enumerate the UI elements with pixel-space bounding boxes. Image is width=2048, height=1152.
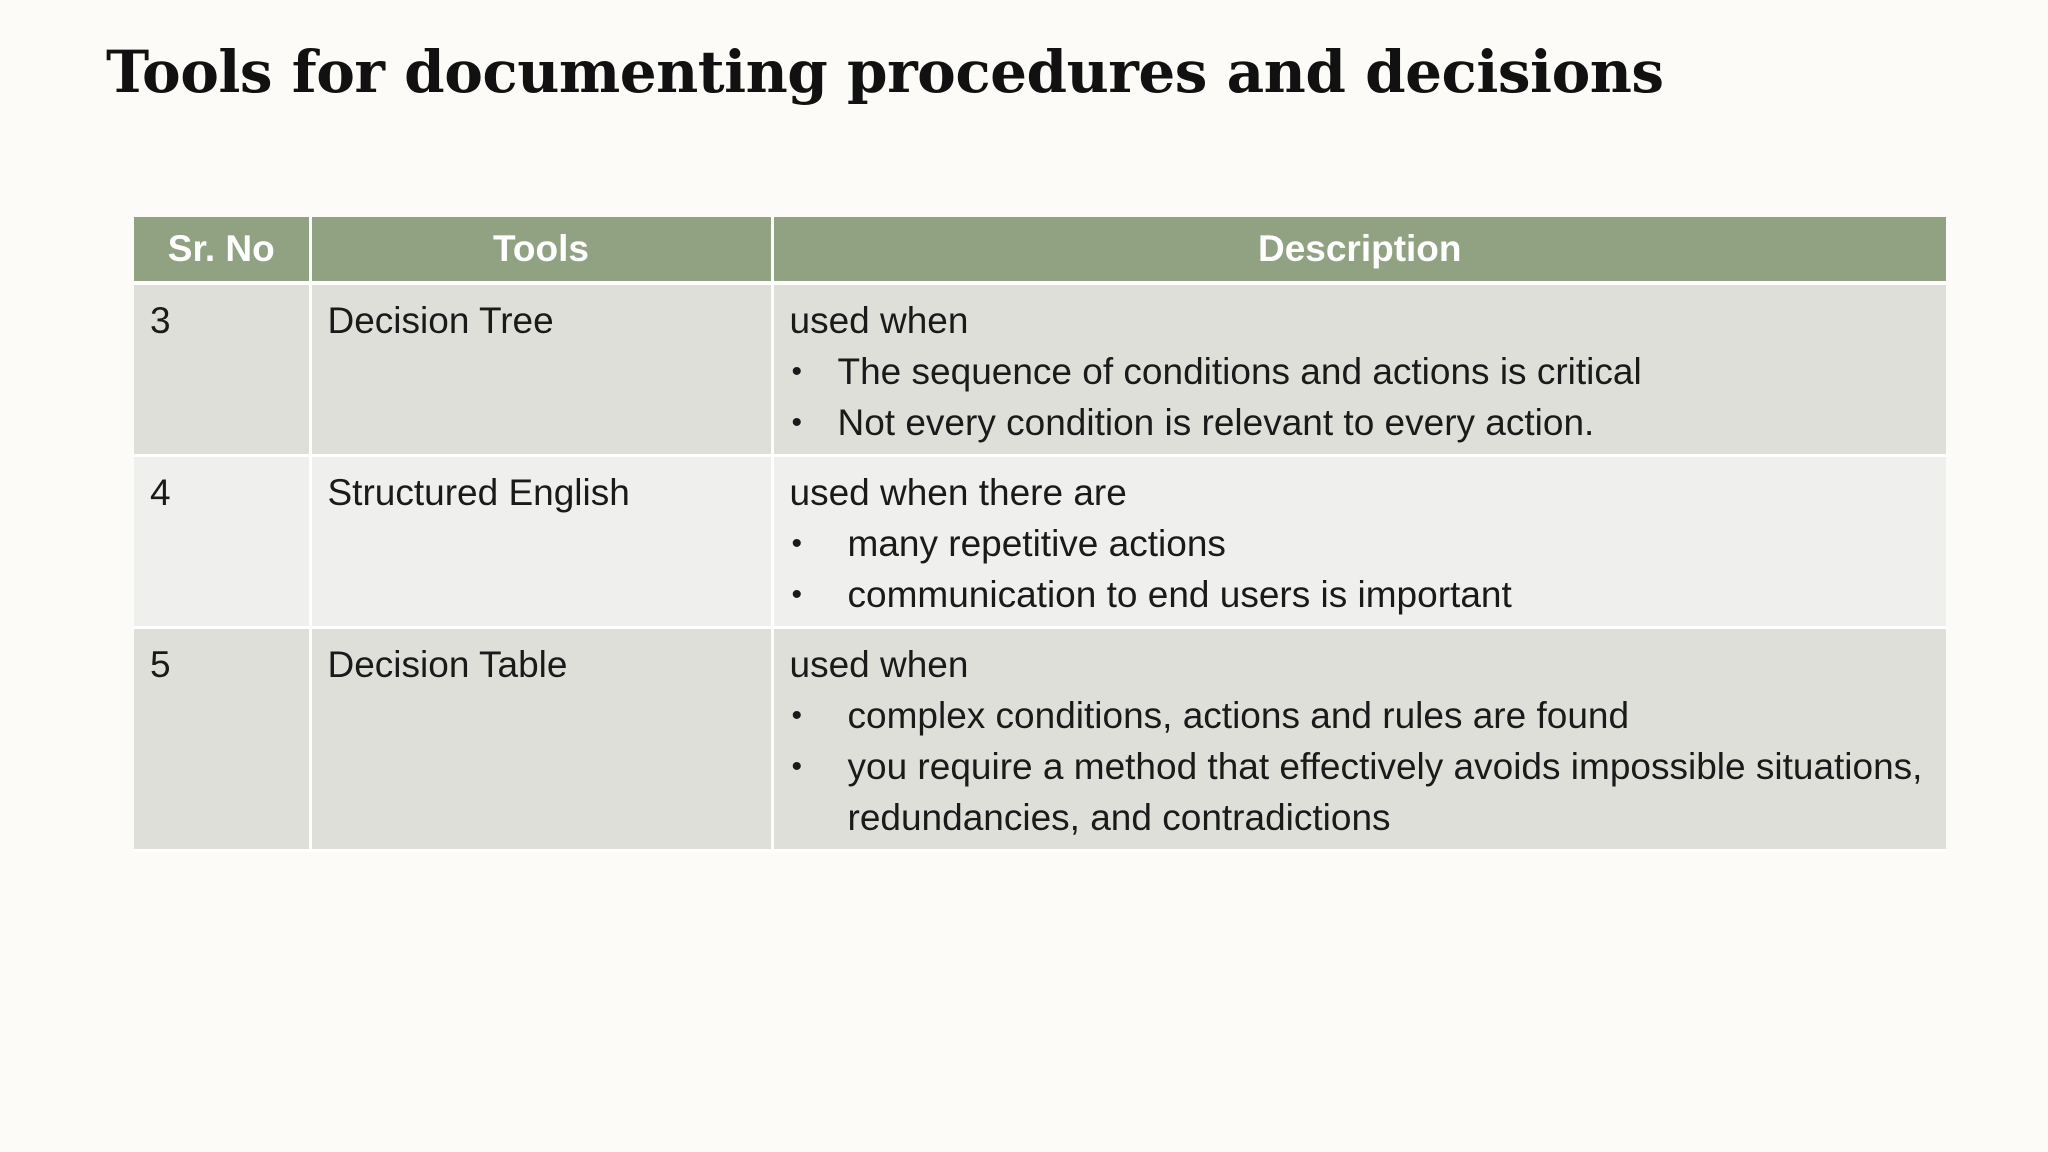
bullet-item: • you require a method that effectively avoids impossible situations, redundancies, and contradictions (790, 741, 1931, 843)
tool-cell: Structured English (310, 456, 772, 628)
description-intro: used when (789, 644, 969, 685)
sr-no-cell: 3 (134, 283, 310, 456)
description-cell (772, 456, 1946, 628)
bullet-item: • Not every condition is relevant to every action. (790, 397, 1931, 448)
bullet-dot-icon: • (791, 578, 803, 611)
description-intro: used when there are (789, 472, 1127, 513)
description-bullets (790, 690, 1931, 843)
sr-no-cell: 5 (134, 628, 310, 851)
description-intro: used when (789, 300, 969, 341)
description-cell (772, 628, 1946, 851)
table-row (134, 283, 1946, 456)
bullet-item: • many repetitive actions (790, 518, 1931, 569)
tools-table (134, 217, 1946, 852)
header-description: Description (772, 217, 1946, 283)
sr-no-cell: 4 (134, 456, 310, 628)
header-sr-no: Sr. No (134, 217, 310, 283)
description-bullets (790, 346, 1931, 448)
bullet-item: • complex conditions, actions and rules are found (790, 690, 1931, 741)
tool-cell: Decision Tree (310, 283, 772, 456)
bullet-dot-icon: • (791, 750, 803, 783)
bullet-item: • communication to end users is important (790, 569, 1931, 620)
bullet-item: • The sequence of conditions and actions is critical (790, 346, 1931, 397)
bullet-dot-icon: • (791, 355, 803, 388)
table-row (134, 456, 1946, 628)
bullet-dot-icon: • (791, 406, 803, 439)
table-row (134, 628, 1946, 851)
description-cell (772, 283, 1946, 456)
description-bullets (790, 518, 1931, 620)
table-header-row (134, 217, 1946, 283)
bullet-dot-icon: • (791, 699, 803, 732)
tool-cell: Decision Table (310, 628, 772, 851)
slide-title: Tools for documenting procedures and decisions (106, 38, 1664, 106)
bullet-dot-icon: • (791, 527, 803, 560)
header-tools: Tools (310, 217, 772, 283)
